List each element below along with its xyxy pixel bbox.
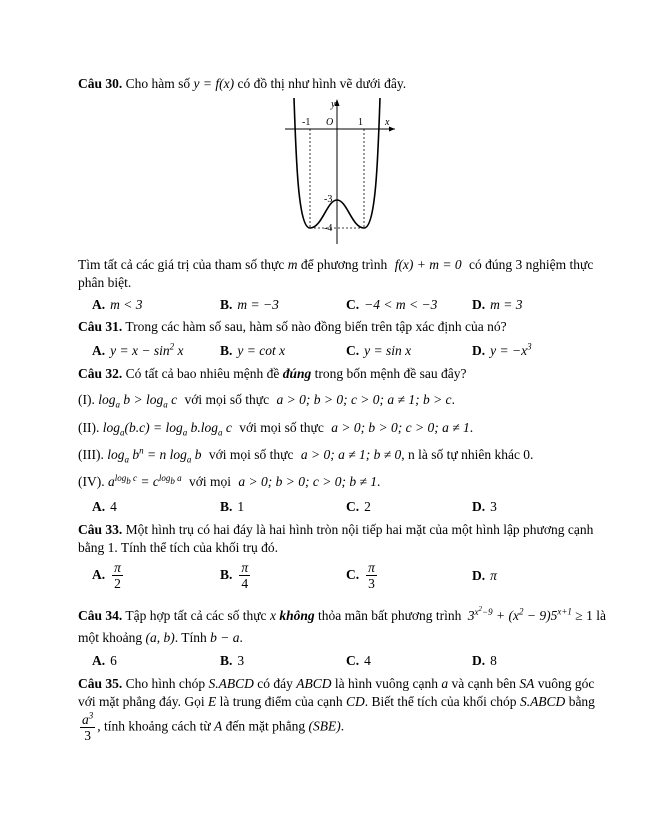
- q32-statement-1: (I). $\log_a b > \log_a c$ với mọi số thực a > 0; b > 0; c > 0; a ≠ 1; b > c.: [78, 392, 455, 410]
- tick-neg1: -1: [302, 117, 311, 128]
- q31-option-b[interactable]: B. y = cot x: [220, 343, 286, 358]
- q34-stem: Câu 34. Tập hợp tất cả các số thực x không thỏa mãn bất phương trình $3^{x^2-9} + (x^2 - 9)5^{x+1} \ge 1$ là: [78, 604, 606, 623]
- y-label: y: [331, 99, 336, 110]
- q32-option-a[interactable]: A. 4: [92, 499, 117, 514]
- q33-option-d[interactable]: D. π: [472, 568, 497, 583]
- q34-option-a[interactable]: A. 6: [92, 653, 117, 668]
- q35-line2: với mặt phẳng đáy. Gọi E là trung điểm của cạnh CD. Biết thể tích của khối chóp S.ABCD bằng: [78, 694, 595, 709]
- q32-option-d[interactable]: D. 3: [472, 499, 497, 514]
- q31-label: Câu 31.: [78, 319, 123, 334]
- function-graph: [280, 96, 400, 246]
- q30-option-a[interactable]: A. m < 3: [92, 297, 143, 312]
- q32-stem: Câu 32. Có tất cả bao nhiêu mệnh đề đúng trong bốn mệnh đề sau đây?: [78, 366, 467, 381]
- origin-label: O: [326, 117, 334, 128]
- q32-label: Câu 32.: [78, 366, 123, 381]
- q30-intro-b: có đồ thị như hình vẽ dưới đây.: [237, 76, 407, 91]
- q34-option-d[interactable]: D. 8: [472, 653, 497, 668]
- q30-intro: Cho hàm số: [125, 76, 191, 91]
- q31-option-a[interactable]: A. $y = x - \sin^2 x$: [92, 341, 184, 358]
- q33-stem: Câu 33. Một hình trụ có hai đáy là hai hình tròn nội tiếp hai mặt của một hình lập phương cạnh: [78, 522, 594, 537]
- q33-option-b[interactable]: B. $\frac{\pi}{4}$: [220, 560, 249, 591]
- tick-neg3: -3: [324, 194, 333, 205]
- x-axis-arrow: [389, 127, 395, 132]
- q30-line1: Tìm tất cả các giá trị của tham số thực m để phương trình f(x) + m = 0 có đúng 3 nghiệm thực: [78, 257, 594, 272]
- q34-label: Câu 34.: [78, 608, 123, 623]
- q35-line1: Câu 35. Cho hình chóp S.ABCD có đáy ABCD là hình vuông cạnh a và cạnh bên SA vuông góc: [78, 676, 595, 691]
- q32-option-b[interactable]: B. 1: [220, 499, 245, 514]
- q35-volume-fraction: $\frac{a^3}{3}$: [82, 710, 94, 743]
- q35-line3: $\frac{a^3}{3}$ , tính khoảng cách từ A đến mặt phẳng (SBE).: [82, 710, 345, 743]
- q33-line2: bằng 1. Tính thể tích của khối trụ đó.: [78, 540, 278, 555]
- q33-option-c[interactable]: C. $\frac{\pi}{3}$: [346, 560, 375, 591]
- q32-statement-4: (IV). $a^{log_b c} = c^{log_b a}$ với mọi a > 0; b > 0; c > 0; b ≠ 1.: [78, 472, 381, 489]
- q30-option-b[interactable]: B. m = −3: [220, 297, 279, 312]
- q33-option-a[interactable]: A. $\frac{\pi}{2}$: [92, 560, 121, 591]
- q30-option-d[interactable]: D. m = 3: [472, 297, 523, 312]
- q33-label: Câu 33.: [78, 522, 123, 537]
- tick-neg4: -4: [324, 223, 333, 234]
- q34-option-c[interactable]: C. 4: [346, 653, 371, 668]
- q32-statement-3: (III). $\log_a b^n = n$ $\log_a b$ với mọi số thực a > 0; a ≠ 1; b ≠ 0, n là số tự nhiên khác 0.: [78, 445, 534, 465]
- q31-stem: Câu 31. Trong các hàm số sau, hàm số nào đồng biến trên tập xác định của nó?: [78, 319, 507, 334]
- q30-func: y = f(x): [193, 76, 235, 91]
- q35-label: Câu 35.: [78, 676, 123, 691]
- q32-option-c[interactable]: C. 2: [346, 499, 371, 514]
- q30-option-c[interactable]: C. −4 < m < −3: [346, 297, 438, 312]
- q30-stem: [78, 76, 406, 92]
- q30-label: Câu 30.: [78, 76, 123, 91]
- q30-line2: phân biệt.: [78, 275, 132, 290]
- q34-option-b[interactable]: B. 3: [220, 653, 245, 668]
- q34-line2: một khoảng (a, b). Tính b − a.: [78, 630, 243, 645]
- q32-statement-2: (II). $\log_a(b.c) = \log_a b.\log_a$ c với mọi số thực a > 0; b > 0; c > 0; a ≠ 1.: [78, 420, 474, 438]
- tick-1: 1: [358, 117, 363, 128]
- x-label: x: [385, 117, 390, 128]
- q31-option-d[interactable]: D. $y = -x^3$: [472, 341, 532, 358]
- q31-option-c[interactable]: C. y = sin x: [346, 343, 412, 358]
